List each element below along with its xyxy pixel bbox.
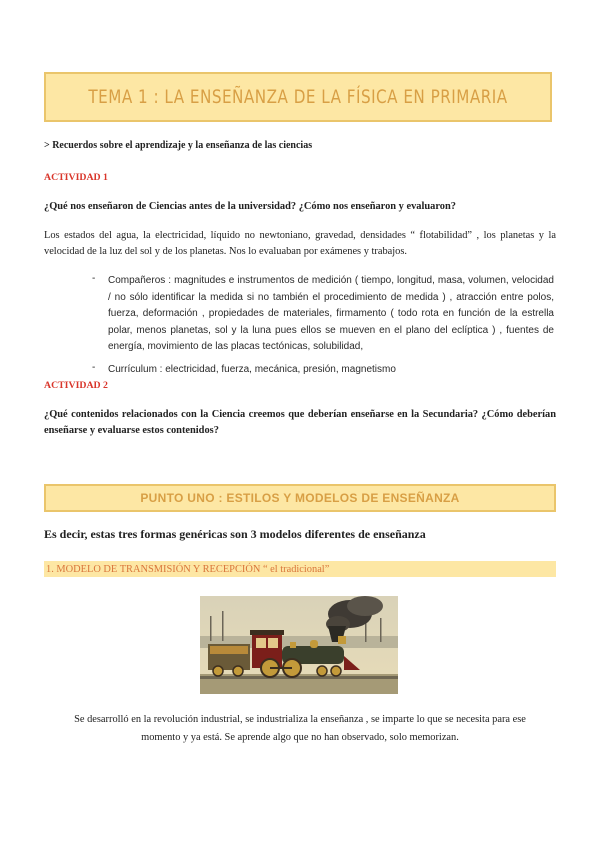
page-title: TEMA 1 : LA ENSEÑANZA DE LA FÍSICA EN PRIMARIA (88, 86, 508, 108)
locomotive-illustration (200, 596, 398, 694)
activity2-label: ACTIVIDAD 2 (44, 380, 108, 391)
caption-line-2: momento y ya está. Se aprende algo que no han observado, solo memorizan. (141, 732, 459, 743)
section-subtitle: Es decir, estas tres formas genéricas son 3 modelos diferentes de enseñanza (44, 527, 426, 541)
bullet-companeros: Compañeros : magnitudes e instrumentos de medición ( tiempo, longitud, masa, volumen, velocidad / no sólo identificar la medida si no también el procedimiento de medida ) , atracción entre polos, fuerza, deformación , propiedades de materiales, firmamento ( todo rota en función de la estrella polar, menos planetas, sol y la luna pues ellos se mueven en el plano del eclíptica ) , fuentes de energía, movimiento de las placas tectónicas, solubilidad, (108, 275, 554, 352)
bullet-curriculum: Currículum : electricidad, fuerza, mecánica, presión, magnetismo (108, 364, 396, 375)
model1-heading: 1. MODELO DE TRANSMISIÓN Y RECEPCIÓN “ el tradicional” (44, 561, 556, 577)
activity1-label: ACTIVIDAD 1 (44, 172, 108, 183)
bullet-dash: - (92, 362, 96, 373)
activity1-question: ¿Qué nos enseñaron de Ciencias antes de la universidad? ¿Cómo nos enseñaron y evaluaron? (44, 201, 456, 212)
section-heading: PUNTO UNO : ESTILOS Y MODELOS DE ENSEÑANZA (44, 484, 556, 512)
locomotive-icon (200, 596, 398, 694)
activity1-answer: Los estados del agua, la electricidad, líquido no newtoniano, gravedad, densidades “ flotabilidad” , los planetas y la velocidad de la luz del sol y de los planetas. Nos lo evaluaban por exámenes y trabajos. (44, 230, 556, 257)
activity2-question: ¿Qué contenidos relacionados con la Ciencia creemos que deberían enseñarse en la Secundaria? ¿Cómo deberían enseñarse y evaluarse estos contenidos? (44, 409, 556, 436)
title-banner (44, 72, 552, 122)
intro-heading: > Recuerdos sobre el aprendizaje y la enseñanza de las ciencias (44, 140, 313, 151)
bullet-dash: - (92, 273, 96, 284)
caption-line-1: Se desarrolló en la revolución industrial, se industrializa la enseñanza , se imparte lo que se necesita para ese (74, 714, 526, 725)
